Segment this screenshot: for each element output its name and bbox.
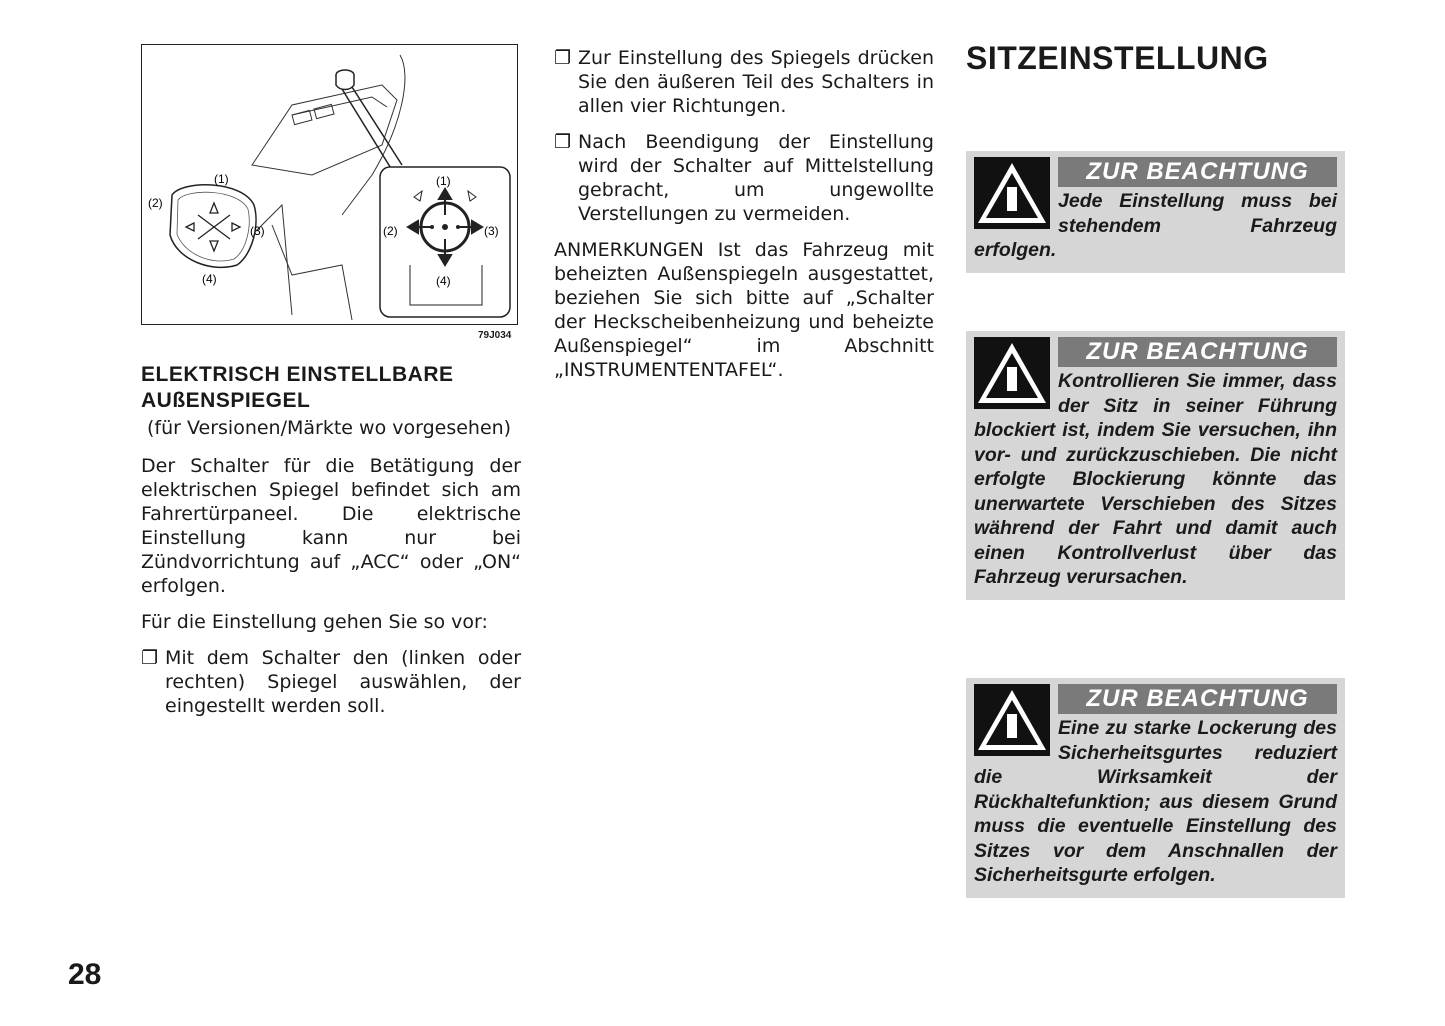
warning-triangle-icon bbox=[974, 684, 1050, 756]
section-heading-line2: AUßENSPIEGEL bbox=[141, 389, 311, 412]
figure-code: 79J034 bbox=[478, 330, 512, 341]
left-column bbox=[141, 362, 521, 730]
warning-text: Kontrollieren Sie immer, dass der Sitz in seiner Führung blockiert ist, indem Sie versuchen, ihn vor- und zurückzuschieben. Die nicht erfolgte Blockierung könnte das unerwartete Verschieben des Sitzes während der Fahrt und damit auch einen Kontrollverlust über das Fahrzeug verursachen. bbox=[974, 370, 1337, 588]
page-number: 28 bbox=[68, 958, 102, 991]
checkbox-bullet-icon: ❐ bbox=[554, 47, 572, 69]
mirror-label-3: (3) bbox=[250, 224, 265, 238]
list-item-text: Zur Einstellung des Spiegels drücken Sie den äußeren Teil des Schalters in allen vier Richtungen. bbox=[578, 47, 934, 117]
mirror-label-2: (2) bbox=[148, 196, 163, 210]
paragraph: Der Schalter für die Betätigung der elektrischen Spiegel befindet sich am Fahrertürpaneel. Die elektrische Einstellung kann nur bei Zündvorrichtung auf „ACC“ oder „ON“ erfolgen. bbox=[141, 455, 521, 597]
list-item-text: Mit dem Schalter den (linken oder rechten) Spiegel auswählen, der eingestellt werden soll. bbox=[165, 647, 521, 717]
switch-label-3: (3) bbox=[484, 224, 499, 238]
section-heading-line1: ELEKTRISCH EINSTELLBARE bbox=[141, 363, 454, 386]
warning-box bbox=[966, 331, 1345, 600]
checkbox-bullet-icon: ❐ bbox=[141, 647, 159, 669]
list-item bbox=[554, 130, 934, 226]
warning-triangle-icon bbox=[974, 157, 1050, 229]
warning-box bbox=[966, 678, 1345, 898]
mirror-switch-illustration bbox=[141, 44, 518, 325]
switch-label-1: (1) bbox=[436, 174, 451, 188]
warning-text: Eine zu starke Lockerung des Sicherheitsgurtes reduziert die Wirksamkeit der Rückhaltefunktion; aus diesem Grund muss die eventuelle Einstellung des Sitzes vor dem Anschnallen der Sicherheitsgurte erfolgen. bbox=[974, 717, 1337, 886]
page-title: SITZEINSTELLUNG bbox=[966, 40, 1269, 76]
section-subheading: (für Versionen/Märkte wo vorgesehen) bbox=[147, 417, 512, 439]
section-heading bbox=[141, 362, 521, 414]
note-paragraph: ANMERKUNGEN Ist das Fahrzeug mit beheizten Außenspiegeln ausgestattet, beziehen Sie sich bitte auf „Schalter der Heckscheibenheizung und beheizte Außenspiegel“ im Abschnitt „INSTRUMENTENTAFEL“. bbox=[554, 239, 934, 381]
switch-label-4: (4) bbox=[436, 274, 451, 288]
list-item bbox=[141, 646, 521, 718]
mirror-switch-drawing bbox=[142, 45, 516, 323]
paragraph: Für die Einstellung gehen Sie so vor: bbox=[141, 611, 488, 633]
mirror-label-1: (1) bbox=[214, 172, 229, 186]
switch-label-2: (2) bbox=[383, 224, 398, 238]
warning-header: ZUR BEACHTUNG bbox=[1058, 157, 1337, 187]
checkbox-bullet-icon: ❐ bbox=[554, 131, 572, 153]
list-item-text: Nach Beendigung der Einstellung wird der Schalter auf Mittelstellung gebracht, um ungewollte Verstellungen zu vermeiden. bbox=[578, 131, 934, 225]
warning-header: ZUR BEACHTUNG bbox=[1058, 684, 1337, 714]
mirror-label-4: (4) bbox=[202, 272, 217, 286]
warning-box bbox=[966, 151, 1345, 273]
warning-header: ZUR BEACHTUNG bbox=[1058, 337, 1337, 367]
middle-column bbox=[554, 46, 934, 394]
list-item bbox=[554, 46, 934, 118]
warning-text: Jede Einstellung muss bei stehendem Fahrzeug erfolgen. bbox=[974, 190, 1337, 261]
warning-triangle-icon bbox=[974, 337, 1050, 409]
